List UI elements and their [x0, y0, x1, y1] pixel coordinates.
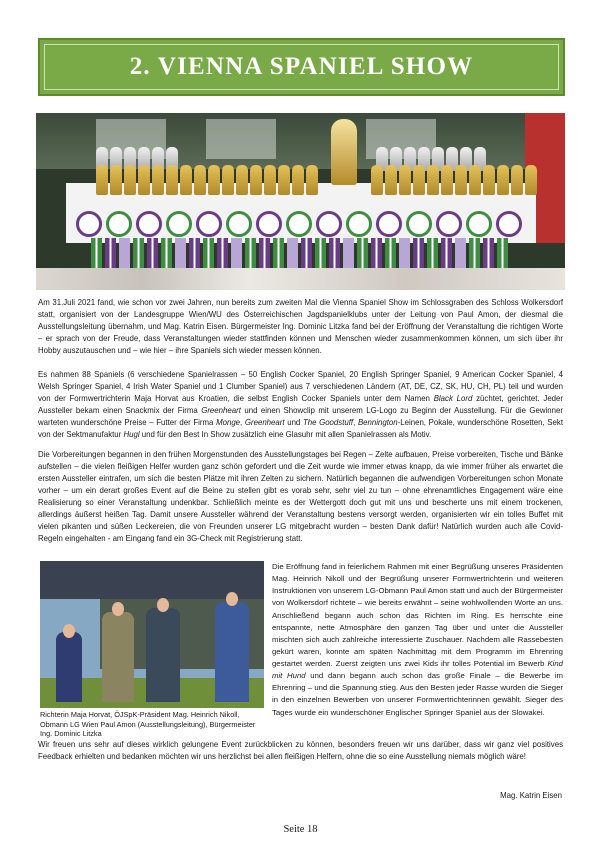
- prize-bags: [36, 268, 565, 290]
- page-title: 2. VIENNA SPANIEL SHOW: [129, 53, 474, 80]
- intro-paragraph: Am 31.Juli 2021 fand, wie schon vor zwei Jahren, nun bereits zum zweiten Mal die Vienna Spaniel Show im Schlossgraben des Schloss Wolkersdorf statt, organisiert von der Landesgruppe Wien/WU des Österreichischen Jagdspanielklubs unter der Leitung von Paul Amon, der diesmal die Ausstellungsleitung übernahm, und Mag. Katrin Eisen. Bürgermeister Ing. Dominic Litzka fand bei der Eröffnung der Veranstaltung die richtigen Worte – er sprach von der Freude, dass Veranstaltungen wieder stattfinden können und Menschen wieder zusammenkommen können, um sich über ihr Hobby auszutauschen und – wie hier – ihre Spaniels sich wieder messen können.: [38, 298, 563, 355]
- person-1: [56, 632, 82, 702]
- photo-caption: Richterin Maja Horvat, ÖJSpK-Präsident Mag. Heinrich Nikoll, Obmann LG Wien Paul Amon (Ausstellungsleitung), Bürgermeister Ing. Dominic Litzka: [40, 710, 256, 739]
- title-banner: [38, 38, 565, 96]
- trophy-row-gold-left: [96, 155, 318, 197]
- person-1-head: [63, 624, 75, 638]
- author: Mag. Katrin Eisen: [500, 791, 562, 800]
- trophy-row-gold-right: [371, 155, 537, 197]
- group-photo: [40, 561, 264, 708]
- person-3-head: [157, 598, 169, 612]
- person-3: [146, 608, 180, 702]
- trophy-table-photo: [36, 113, 565, 290]
- page-number: Seite 18: [283, 824, 318, 835]
- person-2-head: [112, 602, 124, 616]
- best-in-show-trophy: [331, 119, 357, 185]
- person-2: [102, 612, 134, 702]
- closing-paragraph: Wir freuen uns sehr auf dieses wirklich gelungene Event zurückblicken zu können, besonders freuen wir uns darüber, dass wir ganz viel positives Feedback erhielten und bedanken möchten wir uns herzlichst bei allen fleißigen Helfern, ohne die so eine Ausstellung niemals möglich wäre!: [38, 740, 563, 761]
- participants-paragraph: Es nahmen 88 Spaniels (6 verschiedene Spanielrassen – 50 English Cocker Spaniel, 20 English Springer Spaniel, 9 American Cocker Spaniel, 4 Welsh Springer Spaniel, 4 Irish Water Spaniel und 1 Clumber Spaniel) aus 7 verschiedenen Ländern (AT, DE, CZ, SK, HU, CH, PL) teil und wurden von der Formwertrichterin Maja Horvat aus Kroatien, die selbst English Cocker Spaniels unter dem Namen Black Lord züchtet, gerichtet. Jeder Aussteller bekam einen Snackmix der Firma Greenheart und einen Showclip mit unserem LG-Logo zu Beginn der Ausstellung. Für die Gewinner warteten wunderschöne Preise – Futter der Firma Monge, Greenheart und The Goodstuff, Bennington-Leinen, Pokale, wunderschöne Rosetten, Sekt von der Sektmanufaktur Hugl und für den Best In Show zusätzlich eine Glasuhr mit allen Spanielrassen als Motiv.: [38, 370, 564, 439]
- opening-paragraph: Die Eröffnung fand in feierlichem Rahmen mit einer Begrüßung unseres Präsidenten Mag. Heinrich Nikoll und der Begrüßung unserer Formwertrichterin und weiteren Instruktionen von unserem LG-Obmann Paul Amon statt und auch der Bürgermeister von Wolkersdorf richtete – wie bereits erwähnt – seine wohlwollenden Worte an uns. Anschließend begann auch schon das Richten im Ring. Es herrschte eine entspannte, nette Atmosphäre den ganzen Tag über und unter die Aussteller mischten sich auch zahlreiche interessierte Zuschauer. Nachdem alle Rassebesten gekürt waren, konnte am späten Nachmittag mit dem Programm im Ehrenring gestartet werden. Zuerst zeigten uns zwei Kids ihr tolles Potential im Bewerb Kind mit Hund und dann begann auch schon das große Finale – die Bewerbe im Ehrenring – und die Spannung stieg. Aus den Besten jeder Rasse wurden die Sieger in den einzelnen Bewerben von unserer Formwertrichterinnen gewählt. Sieger des Tages wurde ein wunderschöner Englischer Springer Spaniel aus der Slowakei.: [272, 562, 563, 717]
- person-4-head: [226, 592, 238, 606]
- preparation-paragraph: Die Vorbereitungen begannen in den frühen Morgenstunden des Ausstellungstages bei Regen – Zelte aufbauen, Preise vorbereiten, Tische und Bänke aufstellen – die vielen fleißigen Helfer wurden ganz schön gefordert und die Zeit wurde wie immer etwas knapp, da wie immer früher als erwartet die ersten Aussteller eintrafen, um sich die besten Plätze mit ihren Zelten zu sichern. Natürlich begannen die aufwendigen Vorbereitungen schon Monate vorher – um ein derart großes Event auf die Beine zu stellen gibt es vorab sehr, sehr viel zu tun – ohne ehrenamtliches Engagement wäre eine Realisierung so einer Veranstaltung undenkbar. Schließlich meinte es der Wettergott doch gut mit uns und bescherte uns mit einem trockenen, allerdings äußerst heißen Tag. Damit unsere Aussteller während der Veranstaltung bestens versorgt werden, organisierten wir ein tolles Buffet mit vielen pikanten und süßen Leckereien, die von Freunden unserer LG mitgebracht wurden – besten Dank dafür! Natürlich wurden auch alle Covid-Regeln eingehalten - am Eingang fand ein 3G-Check mit Registrierung statt.: [38, 450, 563, 543]
- person-4: [215, 602, 249, 702]
